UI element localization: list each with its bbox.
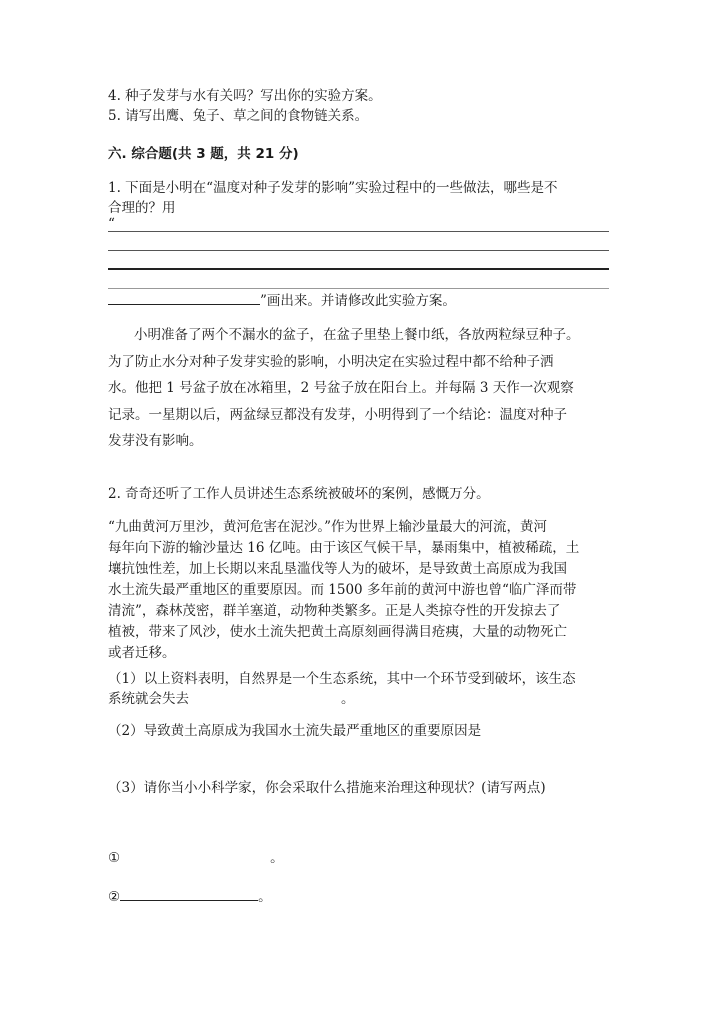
q2-passage-line: “九曲黄河万里沙，黄河危害在泥沙。”作为世界上输沙量最大的河流，黄河 <box>108 519 548 535</box>
q1-passage-line: 小明准备了两个不漏水的盆子，在盆子里垫上餐巾纸，各放两粒绿豆种子。 <box>134 327 580 343</box>
q1-passage <box>108 322 613 455</box>
q2-passage-line: 或者迁移。 <box>108 645 176 661</box>
q1-tail: ”画出来。并请修改此实验方案。 <box>260 293 456 309</box>
answer-line-3[interactable] <box>108 268 609 270</box>
q2-sub1-text: 系统就会失去 <box>108 691 189 707</box>
question-5: 5. 请写出鹰、兔子、草之间的食物链关系。 <box>108 108 369 124</box>
q2-passage-line: 清流”，森林茂密，群羊塞道，动物种类繁多。正是人类掠夺性的开发掠去了 <box>108 603 561 619</box>
q2-passage-line: 植被，带来了风沙，使水土流失把黄土高原刻画得满目疮痍，大量的动物死亡 <box>108 624 567 640</box>
q1-passage-line: 水。他把 1 号盆子放在冰箱里，2 号盆子放在阳台上。并每隔 3 天作一次观察 <box>108 380 574 397</box>
q2-passage-line: 壤抗蚀性差，加上长期以来乱垦滥伐等人为的破坏，是导致黄土高原成为我国 <box>108 561 567 577</box>
q2-intro: 2. 奇奇还听了工作人员讲述生态系统被破坏的案例，感慨万分。 <box>108 486 490 502</box>
q1-passage-line: 发芽没有影响。 <box>108 433 203 450</box>
section-title: 六. 综合题(共 3 题，共 21 分) <box>108 146 299 162</box>
q1-passage-line: 为了防止水分对种子发芽实验的影响，小明决定在实验过程中都不给种子洒 <box>108 353 554 370</box>
answer-row-1 <box>108 848 284 868</box>
q1-line2: 合理的？用 <box>108 200 176 216</box>
answer-marker-2: ② <box>108 889 121 905</box>
answer-blank-q1[interactable] <box>108 290 260 305</box>
q2-passage-line: 水土流失最严重地区的重要原因。而 1500 多年前的黄河中游也曾“临广泽而带 <box>108 582 577 598</box>
q2-sub1-end: 。 <box>341 691 355 707</box>
answer-marker-1: ① <box>108 850 121 866</box>
q1-open-quote: “ <box>108 216 115 232</box>
q2-passage-line: 每年向下游的输沙量达 16 亿吨。由于该区气候干旱，暴雨集中，植被稀疏，土 <box>108 540 580 556</box>
q2-sub1-line1: （1）以上资料表明，自然界是一个生态系统，其中一个环节受到破坏，该生态 <box>108 671 576 687</box>
question-4: 4. 种子发芽与水有关吗？写出你的实验方案。 <box>108 88 382 104</box>
q2-sub2: （2）导致黄土高原成为我国水土流失最严重地区的重要原因是 <box>108 723 482 739</box>
q2-passage <box>108 517 613 664</box>
q2-sub1-line2 <box>108 689 355 709</box>
q2-sub3: （3）请你当小小科学家，你会采取什么措施来治理这种现状？(请写两点) <box>108 780 546 796</box>
answer-end-1: 。 <box>270 850 284 866</box>
answer-line-1[interactable] <box>108 231 609 232</box>
q1-line1: 1. 下面是小明在“温度对种子发芽的影响”实验过程中的一些做法，哪些是不 <box>108 180 558 196</box>
answer-row-2 <box>108 886 272 907</box>
answer-end-2: 。 <box>258 889 272 905</box>
q1-tail-row <box>108 290 456 311</box>
answer-blank-2[interactable] <box>120 886 258 901</box>
q1-passage-line: 记录。一星期以后，两盆绿豆都没有发芽，小明得到了一个结论：温度对种子 <box>108 406 567 423</box>
answer-line-2[interactable] <box>108 250 609 251</box>
answer-line-4[interactable] <box>108 288 609 289</box>
